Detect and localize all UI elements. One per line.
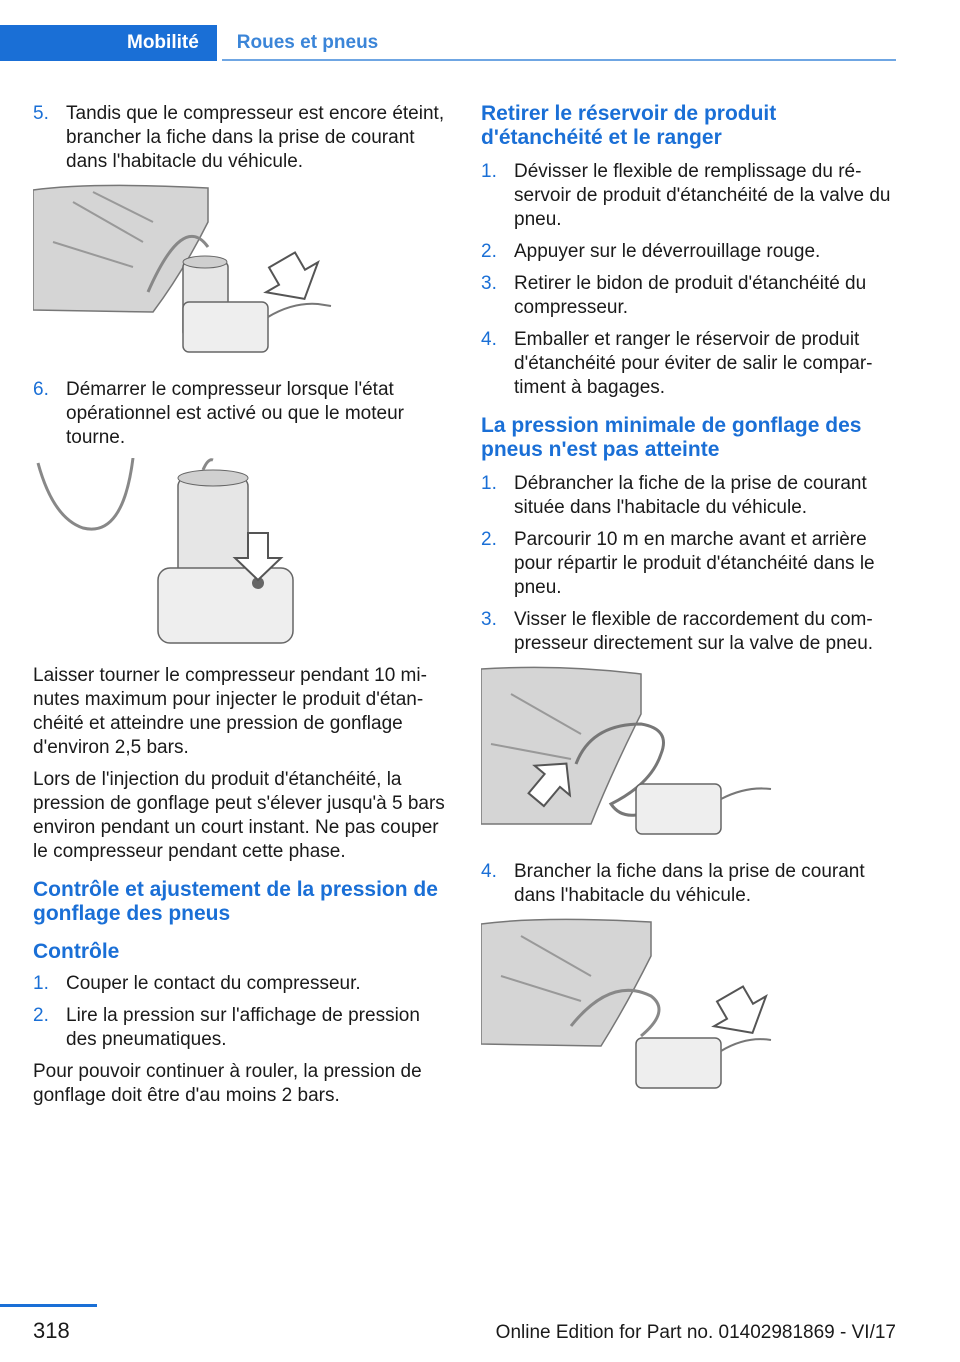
list-item [481, 608, 896, 656]
step-number: 3. [481, 273, 497, 294]
step-text: Retirer le bidon de produit d'étanchéité du compresseur. [514, 273, 867, 318]
compressor-start-illustration [33, 458, 333, 650]
compressor-duration-text: Laisser tourner le compresseur pendant 10 mi‐nutes maximum pour injecter le produit d'étan‐chéité et atteindre une pression de gonflage d'environ 2,5 bars. [33, 665, 427, 758]
header-rule [222, 59, 896, 61]
step-text: Dévisser le flexible de remplissage du ré‐servoir de produit d'étanchéité de la valve du pneu. [514, 161, 891, 230]
list-item [481, 860, 896, 908]
step-number: 4. [481, 329, 497, 350]
step-number: 1. [481, 473, 497, 494]
step-number: 5. [33, 103, 49, 124]
list-item [481, 272, 896, 320]
pressure-steps-continued [481, 860, 896, 908]
section-heading-control: Contrôle et ajustement de la pression de gonflage des pneus [33, 878, 438, 925]
step-number: 6. [33, 379, 49, 400]
list-item [33, 972, 448, 996]
tab-mobilite[interactable]: Mobilité [0, 25, 217, 61]
right-column [481, 102, 896, 1112]
step-list [33, 378, 448, 450]
step-number: 4. [481, 861, 497, 882]
step-text: Parcourir 10 m en marche avant et arrière pour répartir le produit d'étanchéité dans le pneu. [514, 529, 875, 598]
compressor-plug-illustration [33, 182, 333, 364]
page-number: 318 [33, 1318, 70, 1343]
step-number: 2. [481, 241, 497, 262]
step-text: Visser le flexible de raccordement du com‐presseur directement sur la valve de pneu. [514, 609, 874, 654]
step-number: 1. [33, 973, 49, 994]
step-text: Lire la pression sur l'affichage de pression des pneumatiques. [66, 1005, 420, 1050]
list-item [33, 1004, 448, 1052]
minimum-pressure-text: Pour pouvoir continuer à rouler, la pression de gonflage doit être d'au moins 2 bars. [33, 1061, 422, 1106]
section-heading-pressure: La pression minimale de gonflage des pneus n'est pas atteinte [481, 414, 862, 461]
list-item [481, 328, 896, 400]
list-item [481, 160, 896, 232]
step-text: Débrancher la fiche de la prise de courant située dans l'habitacle du véhicule. [514, 473, 867, 518]
subheading-control: Contrôle [33, 940, 120, 963]
list-item [481, 240, 896, 264]
step-text: Emballer et ranger le réservoir de produit d'étanchéité pour éviter de salir le compar‐timent à bagages. [514, 329, 873, 398]
compressor-plug-illustration-2 [481, 916, 781, 1098]
list-item [481, 528, 896, 600]
step-text: Brancher la fiche dans la prise de courant dans l'habitacle du véhicule. [514, 861, 865, 906]
step-number: 2. [481, 529, 497, 550]
header-tabs [0, 25, 398, 61]
pressure-peak-text: Lors de l'injection du produit d'étanchéité, la pression de gonflage peut s'élever jusqu'à 5 bars environ pendant un court instant. Ne pas couper le compresseur pendant cette phase. [33, 769, 445, 862]
step-number: 1. [481, 161, 497, 182]
step-number: 3. [481, 609, 497, 630]
step-text: Couper le contact du compresseur. [66, 973, 361, 994]
step-list [33, 102, 448, 174]
section-heading-remove: Retirer le réservoir de produit d'étanchéité et le ranger [481, 102, 777, 149]
list-item [33, 102, 448, 174]
list-item [481, 472, 896, 520]
step-text: Tandis que le compresseur est encore éteint, brancher la fiche dans la prise de courant dans l'habitacle du véhicule. [66, 103, 445, 172]
step-number: 2. [33, 1005, 49, 1026]
control-steps [33, 972, 448, 1052]
step-text: Appuyer sur le déverrouillage rouge. [514, 241, 821, 262]
edition-text: Online Edition for Part no. 01402981869 - VI/17 [495, 1322, 896, 1343]
left-column [33, 102, 448, 1116]
list-item [33, 378, 448, 450]
step-text: Démarrer le compresseur lorsque l'état opérationnel est activé ou que le moteur tourne. [66, 379, 404, 448]
hose-valve-illustration [481, 664, 781, 846]
footer-rule [0, 1304, 97, 1307]
tab-roues-et-pneus[interactable]: Roues et pneus [236, 32, 379, 53]
remove-steps [481, 160, 896, 400]
pressure-steps [481, 472, 896, 656]
